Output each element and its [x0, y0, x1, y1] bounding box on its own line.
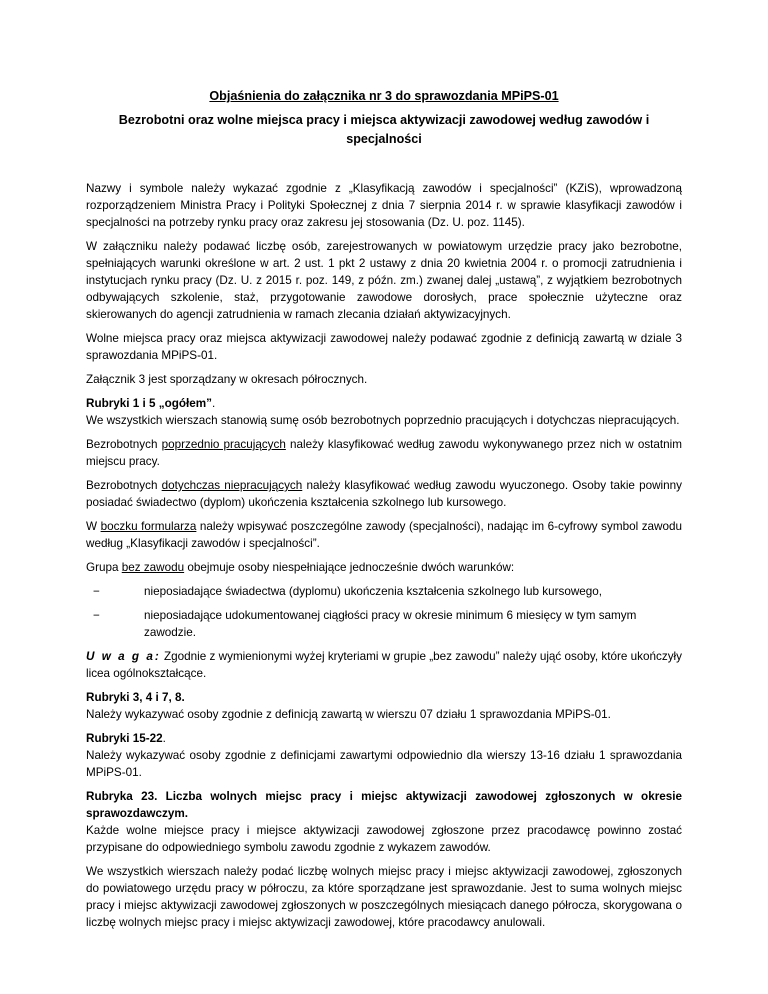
section-text: We wszystkich wierszach stanowią sumę osób bezrobotnych poprzednio pracujących i dotychczas niepracujących. — [86, 414, 680, 427]
section-rubryka-23-heading: Rubryka 23. Liczba wolnych miejsc pracy i miejsc aktywizacji zawodowej zgłoszonych w okresie sprawozdawczym. — [86, 790, 682, 820]
section-rubryki-1-5 — [86, 395, 682, 412]
text-run: obejmuje osoby niespełniające jednocześnie dwóch warunków: — [184, 561, 515, 574]
paragraph-vacancies: Wolne miejsca pracy oraz miejsca aktywizacji zawodowej należy podawać zgodnie z definicją zawartą w dziale 3 sprawozdania MPiPS-01. — [86, 332, 682, 362]
uwaga-text: Zgodnie z wymienionymi wyżej kryteriami w grupie „bez zawodu” należy ująć osoby, które ukończyły licea ogólnokształcące. — [86, 650, 682, 680]
text-run: należy klasyfikować według zawodu wyuczonego. Osoby takie powinny posiadać świadectwo (dyplom) ukończenia kształcenia szkolnego lub kursowego. — [86, 479, 682, 509]
section-heading: Rubryki 3, 4 i 7, 8. — [86, 691, 185, 704]
underlined-term: poprzednio pracujących — [161, 438, 286, 451]
underlined-term: bez zawodu — [121, 561, 185, 574]
paragraph-kzis: Nazwy i symbole należy wykazać zgodnie z „Klasyfikacją zawodów i specjalności” (KZiS), wprowadzoną rozporządzeniem Ministra Pracy i Polityki Społecznej z dnia 7 sierpnia 2014 r. w sprawie klasyfikacji zawodów i specjalności na potrzeby rynku pracy oraz zakresu jej stosowania (Dz. U. poz. 1145). — [86, 182, 682, 229]
document-subtitle: Bezrobotni oraz wolne miejsca pracy i miejsca aktywizacji zawodowej według zawodów i specjalności — [118, 113, 650, 146]
paragraph-previously-employed — [86, 436, 682, 470]
dash-bullet: − — [93, 609, 100, 622]
text-run: Bezrobotnych — [86, 438, 162, 451]
paragraph-no-profession — [86, 559, 682, 576]
conditions-list — [86, 583, 682, 641]
section-rubryki-3-4-7-8 — [86, 689, 682, 706]
uwaga-label: U w a g a: — [86, 650, 161, 663]
section-heading: Rubryki 1 i 5 „ogółem” — [86, 397, 212, 410]
paragraph-uwaga — [86, 648, 682, 682]
paragraph-final: We wszystkich wierszach należy podać liczbę wolnych miejsc pracy i miejsc aktywizacji zawodowej, zgłoszonych do powiatowego urzędu pracy w półroczu, za które sporządzane jest sprawozdanie. Jest to suma wolnych miejsc pracy i miejsc aktywizacji zawodowej zgłoszonych w poszczególnych miesiącach danego półrocza, skorygowana o liczbę wolnych miejsc pracy i miejsc aktywizacji zawodowej, które pracodawcy anulowali. — [86, 865, 682, 929]
underlined-term: dotychczas niepracujących — [161, 479, 303, 492]
text-run: należy wpisywać poszczególne zawody (specjalności), nadając im 6-cyfrowy symbol zawodu według „Klasyfikacji zawodów i specjalności”. — [86, 520, 682, 550]
list-item — [86, 583, 682, 600]
underlined-term: boczku formularza — [100, 520, 197, 533]
dash-bullet: − — [93, 585, 100, 598]
text-run: Bezrobotnych — [86, 479, 162, 492]
text-run: W — [86, 520, 101, 533]
text-run: Grupa — [86, 561, 122, 574]
section-text: Należy wykazywać osoby zgodnie z definicjami zawartymi odpowiednio dla wierszy 13-16 działu 1 sprawozdania MPiPS-01. — [86, 749, 682, 779]
paragraph-form-stub — [86, 518, 682, 552]
paragraph-period: Załącznik 3 jest sporządzany w okresach półrocznych. — [86, 373, 368, 386]
heading-period: . — [212, 397, 216, 410]
heading-period: . — [162, 732, 166, 745]
section-heading: Rubryki 15-22 — [86, 732, 163, 745]
document-title: Objaśnienia do załącznika nr 3 do sprawozdania MPiPS-01 — [209, 89, 559, 103]
list-item-text: nieposiadające udokumentowanej ciągłości pracy w okresie minimum 6 miesięcy w tym samym zawodzie. — [144, 609, 637, 639]
section-text: Każde wolne miejsce pracy i miejsce aktywizacji zawodowej zgłoszone przez pracodawcę powinno zostać przypisane do odpowiedniego symbolu zawodu zgodnie z wykazem zawodów. — [86, 824, 682, 854]
section-text: Należy wykazywać osoby zgodnie z definicją zawartą w wierszu 07 działu 1 sprawozdania MPiPS-01. — [86, 708, 611, 721]
list-item-text: nieposiadające świadectwa (dyplomu) ukończenia kształcenia szkolnego lub kursowego, — [144, 585, 603, 598]
text-run: należy klasyfikować według zawodu wykonywanego przez nich w ostatnim miejscu pracy. — [86, 438, 682, 468]
section-rubryki-15-22 — [86, 730, 682, 747]
paragraph-scope: W załączniku należy podawać liczbę osób, zarejestrowanych w powiatowym urzędzie pracy jako bezrobotne, spełniających warunki określone w art. 2 ust. 1 pkt 2 ustawy z dnia 20 kwietnia 2004 r. o promocji zatrudnienia i instytucjach rynku pracy (Dz. U. z 2015 r. poz. 149, z późn. zm.) zwanej dalej „ustawą”, z wyjątkiem bezrobotnych odbywających szkolenie, staż, przygotowanie zawodowe dorosłych, prace społecznie użyteczne oraz skierowanych do agencji zatrudnienia w ramach zlecania działań aktywizacyjnych. — [86, 240, 682, 321]
list-item — [86, 607, 682, 641]
paragraph-never-employed — [86, 477, 682, 511]
